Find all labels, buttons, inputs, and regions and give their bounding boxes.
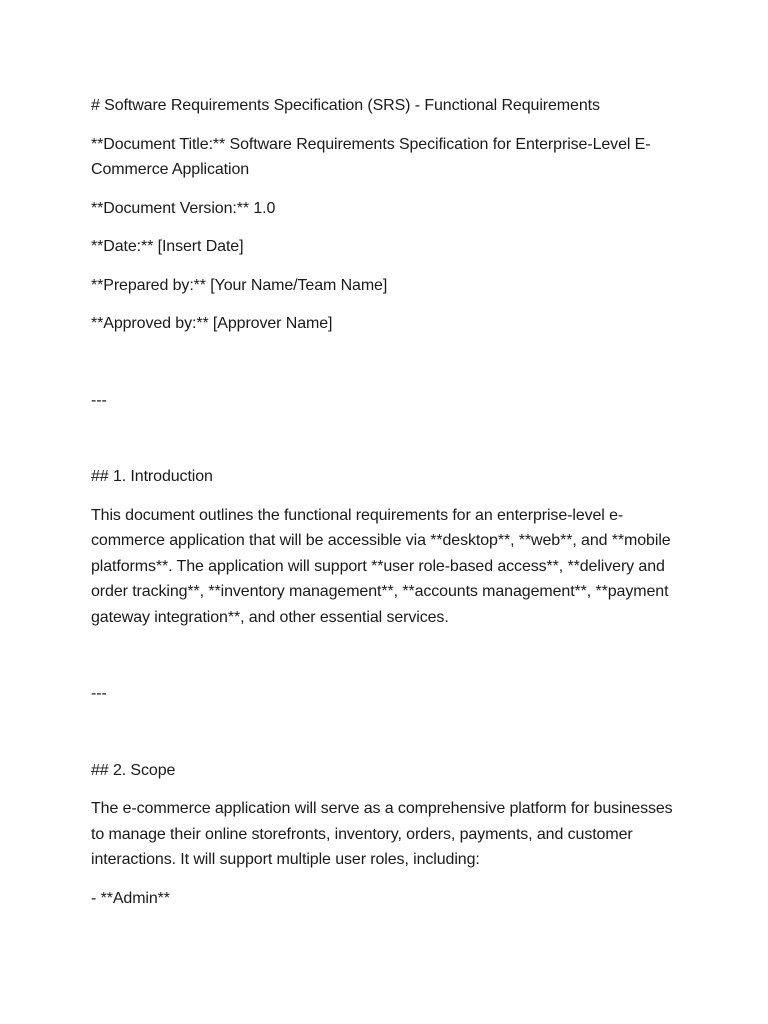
document-heading: # Software Requirements Specification (SRS) - Functional Requirements	[91, 97, 600, 114]
meta-document-title: **Document Title:** Software Requirements Specification for Enterprise-Level E-Commerce Application	[91, 135, 651, 178]
section-body-introduction: This document outlines the functional requirements for an enterprise-level e-commerce application that will be accessible via **desktop**, **web**, and **mobile platforms**. The application will support **user role-based access**, **delivery and order tracking**, **inventory management**, **accounts management**, **payment gateway integration**, and other essential services.	[91, 506, 671, 626]
list-item: - **Admin**	[91, 889, 170, 907]
meta-document-version: **Document Version:** 1.0	[91, 199, 276, 217]
meta-approved-by: **Approved by:** [Approver Name]	[91, 315, 333, 332]
meta-prepared-by: **Prepared by:** [Your Name/Team Name]	[91, 276, 388, 294]
section-heading-scope: ## 2. Scope	[91, 761, 176, 779]
meta-date: **Date:** [Insert Date]	[91, 238, 244, 255]
section-heading-introduction: ## 1. Introduction	[91, 468, 213, 485]
section-body-scope: The e-commerce application will serve as a comprehensive platform for businesses to manage their online storefronts, inventory, orders, payments, and customer interactions. It will support multiple user roles, including:	[91, 800, 673, 868]
divider: ---	[91, 391, 107, 409]
document-content	[91, 93, 681, 911]
divider: ---	[91, 685, 107, 702]
